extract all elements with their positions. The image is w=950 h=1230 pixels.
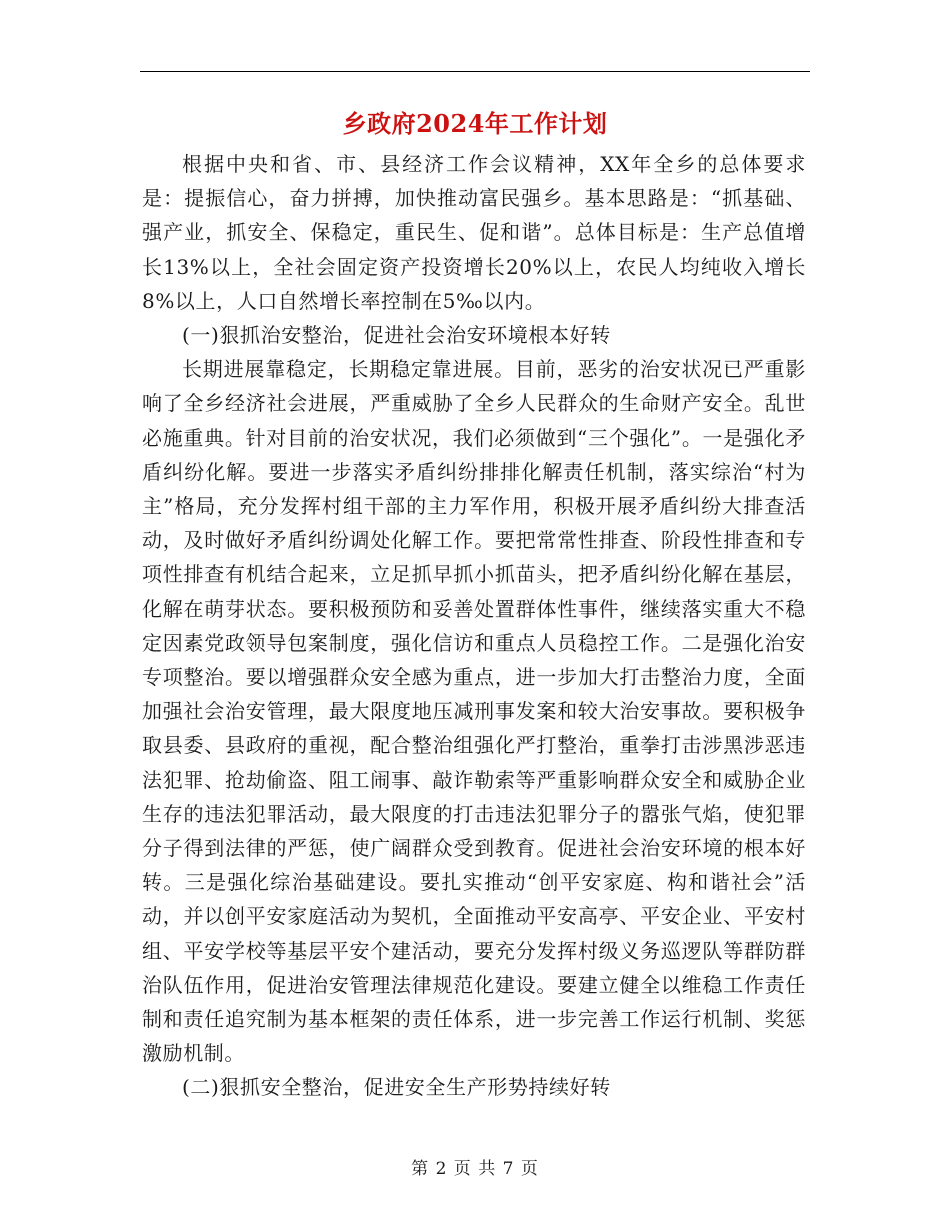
header-rule — [140, 71, 810, 72]
section-heading-1: (一)狠抓治安整治，促进社会治安环境根本好转 — [182, 323, 611, 348]
page-number: 第 2 页 共 7 页 — [411, 1159, 539, 1179]
paragraph-security: 长期进展靠稳定，长期稳定靠进展。目前，恶劣的治安状况已严重影响了全乡经济社会进展，严重威胁了全乡人民群众的生命财产安全。乱世必施重典。针对目前的治安状况，我们必须做到“三个强化”。一是强化矛盾纠纷化解。要进一步落实矛盾纠纷排排化解责任机制，落实综治“村为主”格局，充分发挥村组干部的主力军作用，积极开展矛盾纠纷大排查活动，及时做好矛盾纠纷调处化解工作。要把常常性排查、阶段性排查和专项性排查有机结合起来，立足抓早抓小抓苗头，把矛盾纠纷化解在基层，化解在萌芽状态。要积极预防和妥善处置群体性事件，继续落实重大不稳定因素党政领导包案制度，强化信访和重点人员稳控工作。二是强化治安专项整治。要以增强群众安全感为重点，进一步加大打击整治力度，全面加强社会治安管理，最大限度地压减刑事发案和较大治安事故。要积极争取县委、县政府的重视，配合整治组强化严打整治，重拳打击涉黑涉恶违法犯罪、抢劫偷盗、阻工闹事、敲诈勒索等严重影响群众安全和威胁企业生存的违法犯罪活动，最大限度的打击违法犯罪分子的嚣张气焰，使犯罪分子得到法律的严惩，使广阔群众受到教育。促进社会治安环境的根本好转。三是强化综治基础建设。要扎实推动“创平安家庭、构和谐社会”活动，并以创平安家庭活动为契机，全面推动平安高亭、平安企业、平安村组、平安学校等基层平安个建活动，要充分发挥村级义务巡逻队等群防群治队伍作用，促进治安管理法律规范化建设。要建立健全以维稳工作责任制和责任追究制为基本框架的责任体系，进一步完善工作运行机制、奖惩激励机制。 — [142, 357, 806, 1066]
section-heading-2: (二)狠抓安全整治，促进安全生产形势持续好转 — [182, 1075, 611, 1100]
paragraph-intro: 根据中央和省、市、县经济工作会议精神，XX年全乡的总体要求是：提振信心，奋力拼搏，加快推动富民强乡。基本思路是：“抓基础、强产业，抓安全、保稳定，重民生、促和谐”。总体目标是：生产总值增长13%以上，全社会固定资产投资增长20%以上，农民人均纯收入增长8%以上，人口自然增长率控制在5‰以内。 — [142, 152, 806, 313]
document-body — [142, 147, 806, 1105]
page-footer — [0, 1154, 950, 1179]
document-title: 乡政府2024年工作计划 — [342, 109, 608, 138]
